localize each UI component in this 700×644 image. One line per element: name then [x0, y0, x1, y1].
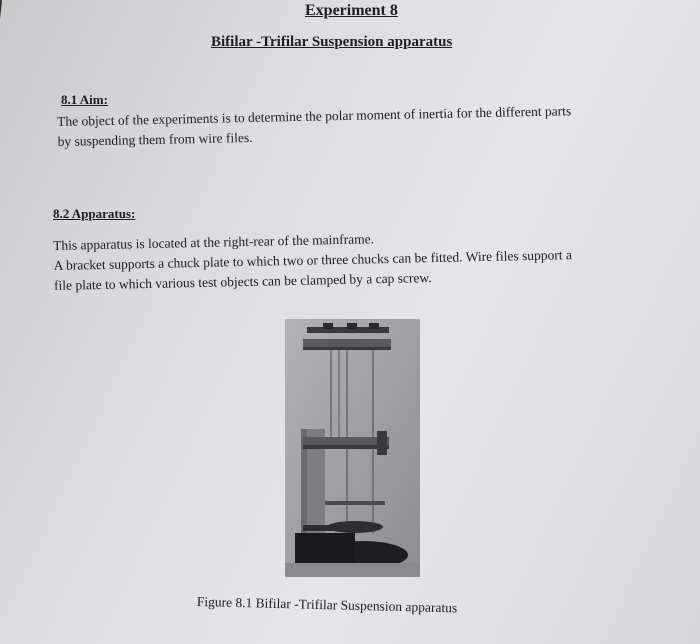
- aim-line-2: by suspending them from wire files.: [57, 129, 253, 149]
- apparatus-line-1: This apparatus is located at the right-rear of the mainframe.: [53, 231, 375, 253]
- apparatus-heading: 8.2 Apparatus:: [53, 206, 136, 221]
- apparatus-photo: [285, 319, 420, 577]
- document-subtitle: Bifilar -Trifilar Suspension apparatus: [211, 34, 453, 50]
- document-title: Experiment 8: [305, 2, 398, 19]
- apparatus-line-2: A bracket supports a chuck plate to which two or three chucks can be fitted. Wire files support a: [53, 247, 573, 273]
- page-edge-line: [0, 0, 2, 120]
- figure-caption: Figure 8.1 Bifilar -Trifilar Suspension apparatus: [196, 594, 458, 616]
- apparatus-line-3: file plate to which various test objects can be clamped by a cap screw.: [53, 270, 432, 293]
- aim-line-1: The object of the experiments is to determine the polar moment of inertia for the different parts: [57, 103, 572, 129]
- apparatus-illustration: [285, 319, 420, 577]
- aim-heading: 8.1 Aim:: [61, 92, 108, 107]
- aim-paragraph: [57, 101, 572, 152]
- apparatus-paragraph: [53, 225, 573, 296]
